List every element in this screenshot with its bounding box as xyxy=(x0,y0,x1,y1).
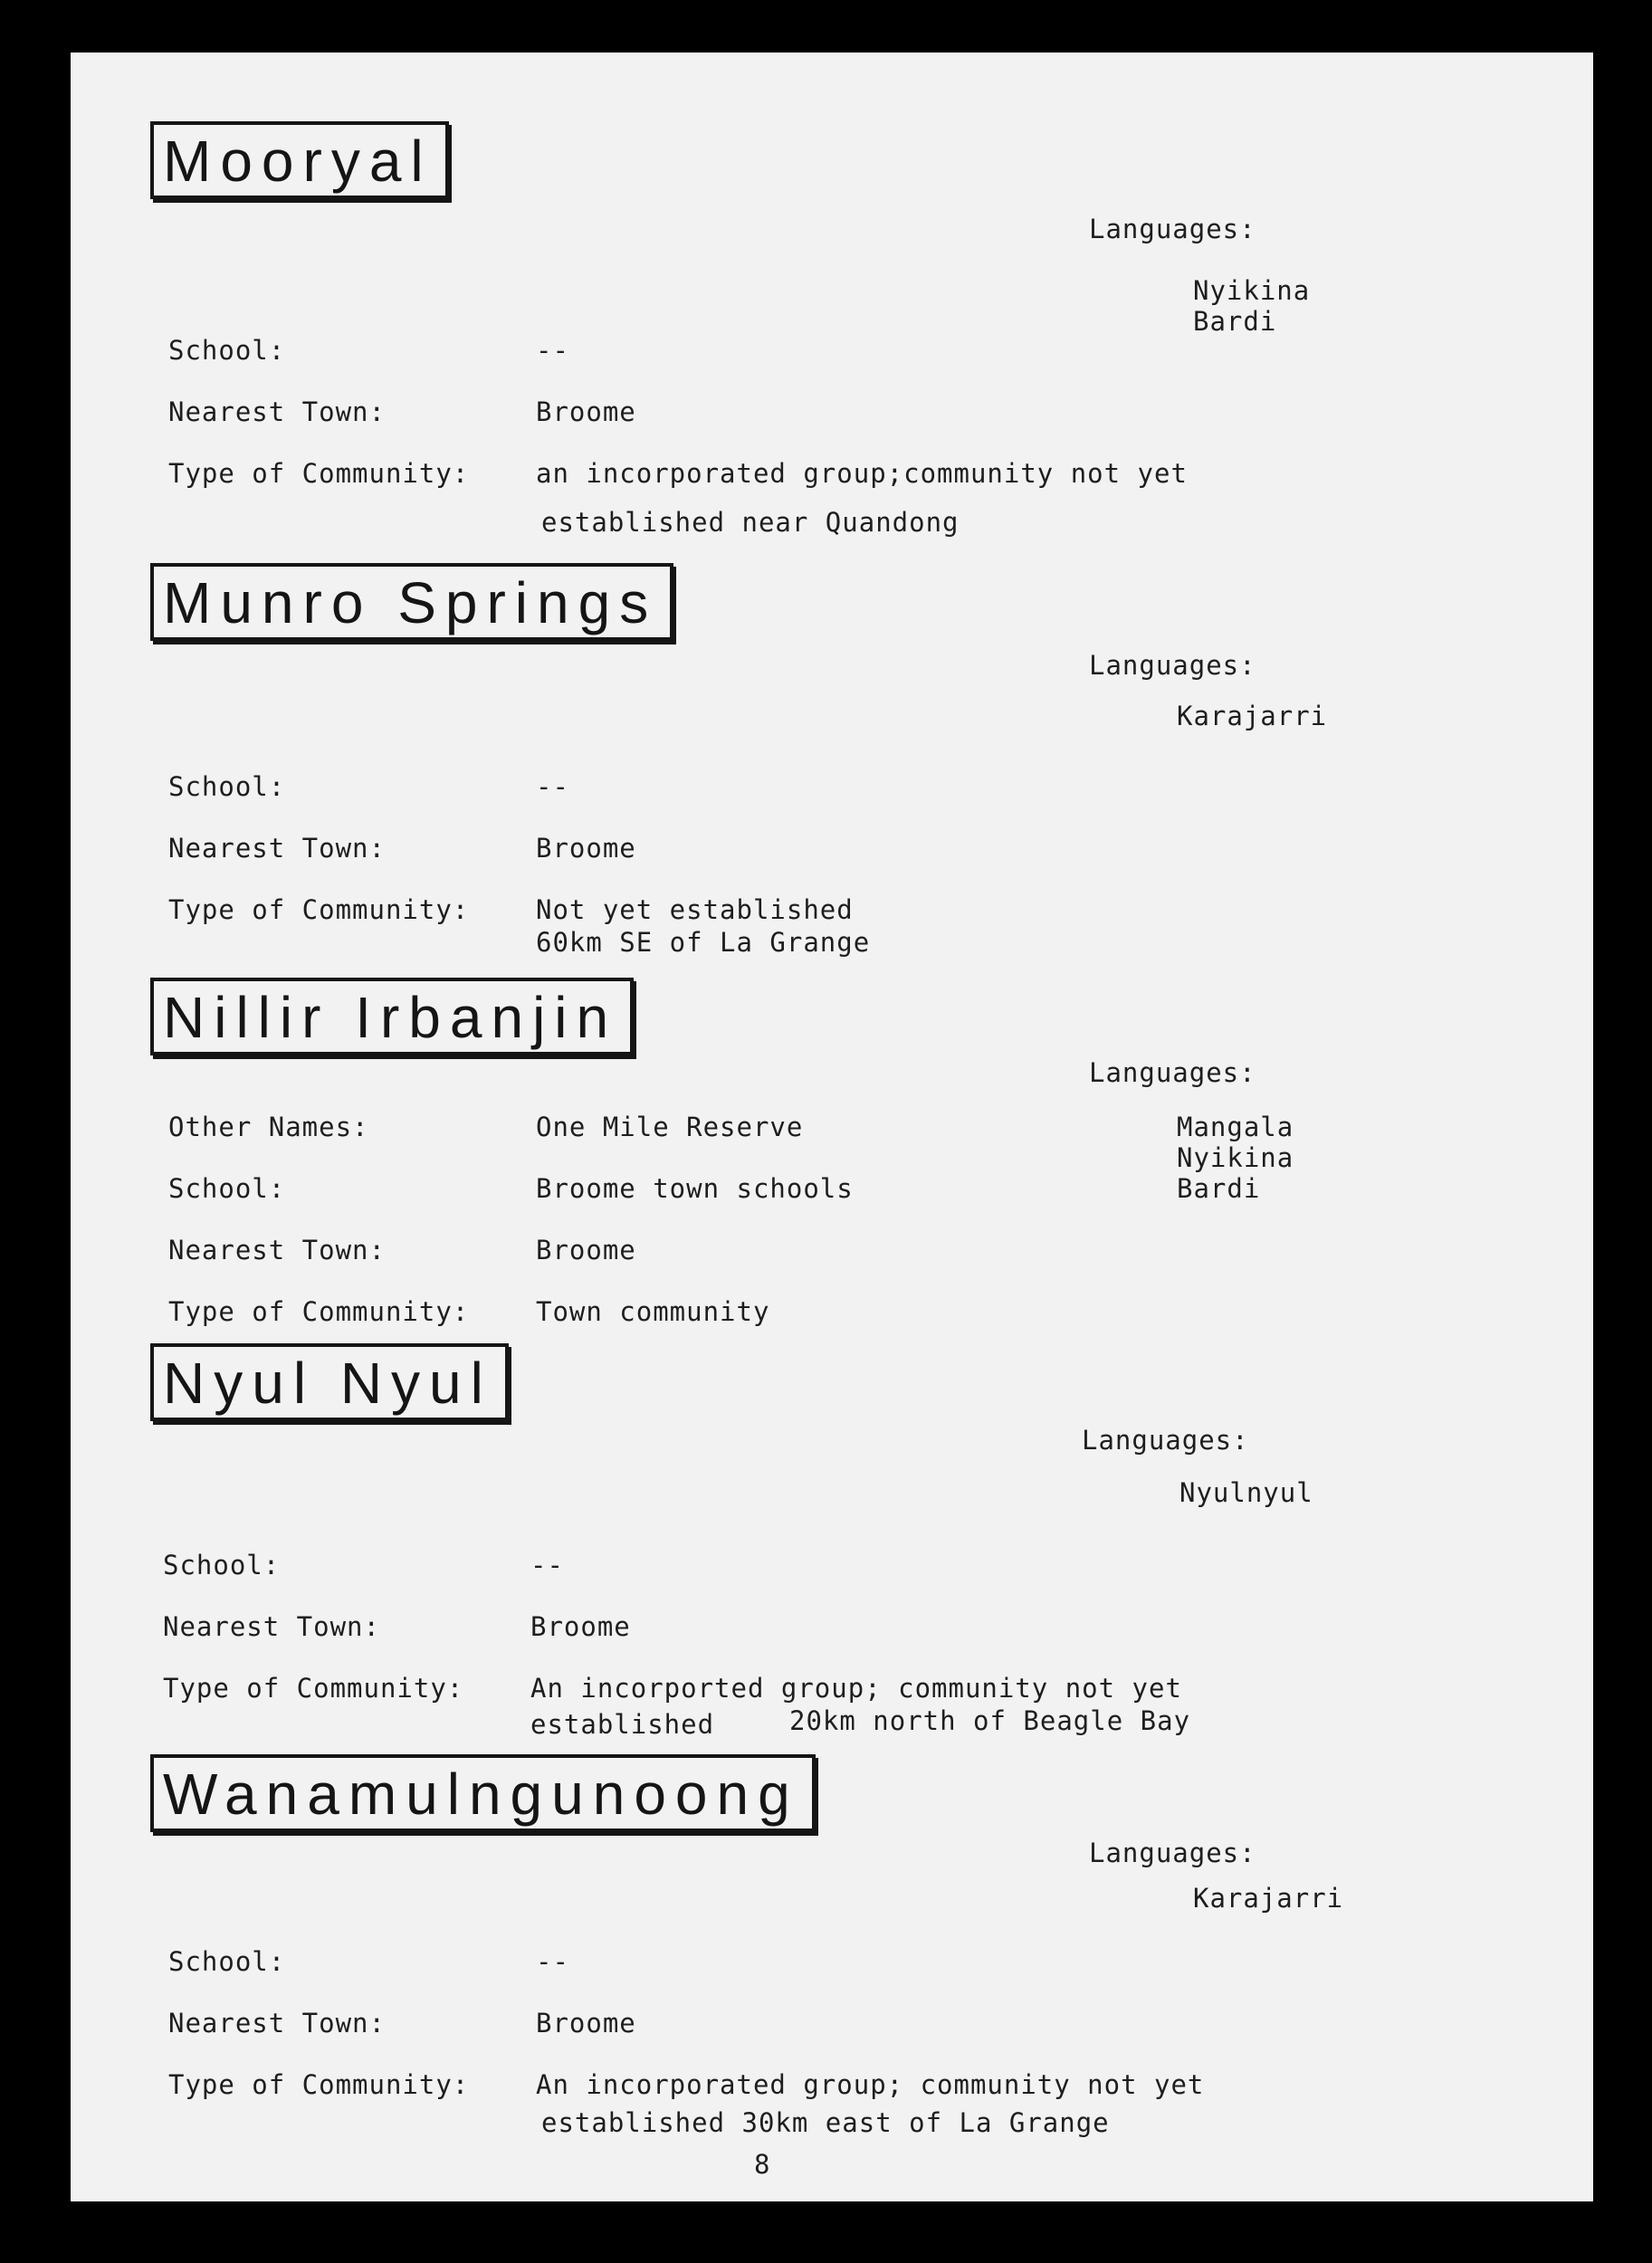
school-value: Broome town schools xyxy=(536,1173,854,1204)
school-label: School: xyxy=(168,1173,286,1204)
nearest-town-value: Broome xyxy=(536,2008,636,2039)
type-of-community-label: Type of Community: xyxy=(168,1296,470,1327)
type-of-community-value: established 30km east of La Grange xyxy=(541,2107,1110,2138)
school-value: -- xyxy=(536,1946,569,1977)
nearest-town-label: Nearest Town: xyxy=(163,1611,380,1642)
language-item: Karajarri xyxy=(1177,701,1328,731)
school-value: -- xyxy=(530,1550,564,1580)
type-of-community-value: an incorporated group;community not yet xyxy=(536,458,1188,489)
type-of-community-value: 20km north of Beagle Bay xyxy=(789,1705,1191,1736)
school-label: School: xyxy=(168,771,286,802)
languages-label: Languages: xyxy=(1089,650,1256,681)
type-of-community-value: An incorporated group; community not yet xyxy=(536,2069,1205,2100)
type-of-community-value: An incorported group; community not yet xyxy=(530,1673,1182,1704)
school-label: School: xyxy=(168,335,286,366)
school-value: -- xyxy=(536,335,569,366)
community-title-mooryal: Mooryal xyxy=(150,121,449,199)
language-item: Bardi xyxy=(1177,1173,1261,1204)
languages-label: Languages: xyxy=(1089,1838,1256,1868)
type-of-community-value: Town community xyxy=(536,1296,770,1327)
language-item: Mangala xyxy=(1177,1112,1294,1142)
languages-label: Languages: xyxy=(1082,1425,1249,1456)
school-label: School: xyxy=(163,1550,281,1580)
nearest-town-value: Broome xyxy=(536,833,636,864)
nearest-town-label: Nearest Town: xyxy=(168,1235,386,1265)
type-of-community-label: Type of Community: xyxy=(163,1673,464,1704)
type-of-community-label: Type of Community: xyxy=(168,458,470,489)
other-names-value: One Mile Reserve xyxy=(536,1112,804,1142)
community-title-nyul-nyul: Nyul Nyul xyxy=(150,1343,509,1421)
type-of-community-value: established near Quandong xyxy=(541,507,960,538)
nearest-town-value: Broome xyxy=(536,396,636,427)
nearest-town-label: Nearest Town: xyxy=(168,833,386,864)
languages-label: Languages: xyxy=(1089,214,1256,244)
nearest-town-value: Broome xyxy=(536,1235,636,1265)
community-title-wanamulngunoong: Wanamulngunoong xyxy=(150,1754,816,1832)
school-value: -- xyxy=(536,771,569,802)
type-of-community-value: 60km SE of La Grange xyxy=(536,927,871,958)
language-item: Nyikina xyxy=(1193,275,1311,306)
languages-label: Languages: xyxy=(1089,1057,1256,1088)
type-of-community-label: Type of Community: xyxy=(168,2069,470,2100)
type-of-community-value: established xyxy=(530,1709,715,1740)
nearest-town-label: Nearest Town: xyxy=(168,2008,386,2039)
type-of-community-label: Type of Community: xyxy=(168,894,470,925)
other-names-label: Other Names: xyxy=(168,1112,369,1142)
community-title-munro-springs: Munro Springs xyxy=(150,563,673,641)
community-title-nillir-irbanjin: Nillir Irbanjin xyxy=(150,978,634,1055)
language-item: Nyulnyul xyxy=(1179,1477,1313,1508)
language-item: Nyikina xyxy=(1177,1142,1294,1173)
page-number: 8 xyxy=(754,2149,770,2180)
language-item: Bardi xyxy=(1193,306,1277,337)
school-label: School: xyxy=(168,1946,286,1977)
type-of-community-value: Not yet established xyxy=(536,894,854,925)
nearest-town-value: Broome xyxy=(530,1611,631,1642)
document-page xyxy=(71,53,1593,2201)
nearest-town-label: Nearest Town: xyxy=(168,396,386,427)
language-item: Karajarri xyxy=(1193,1883,1344,1914)
